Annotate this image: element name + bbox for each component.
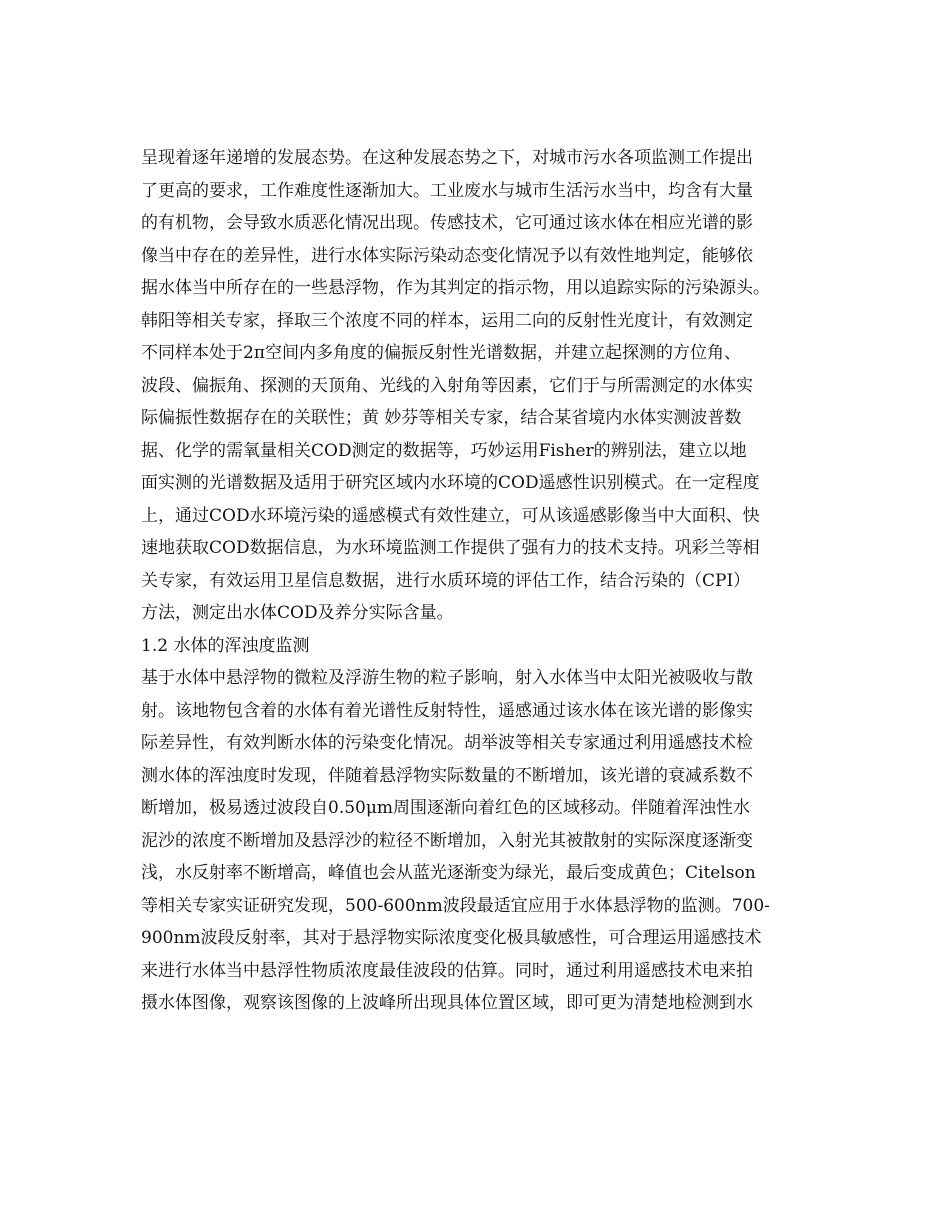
text-line: 据水体当中所存在的一些悬浮物，作为其判定的指示物，用以追踪实际的污染源头。 xyxy=(141,278,770,298)
text-line: 泥沙的浓度不断增加及悬浮沙的粒径不断增加，入射光其被散射的实际深度逐渐变 xyxy=(141,830,753,851)
section-heading: 1.2 水体的浑浊度监测 xyxy=(141,635,310,656)
text-line: 的有机物，会导致水质恶化情况出现。传感技术，它可通过该水体在相应光谱的影 xyxy=(141,213,753,233)
text-line: 速地获取COD数据信息，为水环境监测工作提供了强有力的技术支持。巩彩兰等相 xyxy=(141,538,760,558)
text-line: 了更高的要求，工作难度性逐渐加大。工业废水与城市生活污水当中，均含有大量 xyxy=(141,180,753,201)
text-line: 面实测的光谱数据及适用于研究区域内水环境的COD遥感性识别模式。在一定程度 xyxy=(141,473,760,493)
text-line: 摄水体图像，观察该图像的上波峰所出现具体位置区域，即可更为清楚地检测到水 xyxy=(141,993,753,1013)
text-line: 呈现着逐年递增的发展态势。在这种发展态势之下，对城市污水各项监测工作提出 xyxy=(141,148,753,168)
text-line: 断增加，极易透过波段自0.50μm周围逐渐向着红色的区域移动。伴随着浑浊性水 xyxy=(141,798,751,818)
text-line: 像当中存在的差异性，进行水体实际污染动态变化情况予以有效性地判定，能够依 xyxy=(141,245,753,266)
text-line: 方法，测定出水体COD及养分实际含量。 xyxy=(141,603,454,623)
body-text xyxy=(141,142,821,1020)
text-line: 来进行水体当中悬浮性物质浓度最佳波段的估算。同时，通过利用遥感技术电来拍 xyxy=(141,960,753,981)
text-line: 据、化学的需氧量相关COD测定的数据等，巧妙运用Fisher的辨别法，建立以地 xyxy=(141,440,747,461)
text-line: 际偏振性数据存在的关联性；黄 妙芬等相关专家，结合某省境内水体实测波普数 xyxy=(141,408,742,428)
text-line: 等相关专家实证研究发现，500-600nm波段最适宜应用于水体悬浮物的监测。700- xyxy=(141,895,770,916)
text-line: 上，通过COD水环境污染的遥感模式有效性建立，可从该遥感影像当中大面积、快 xyxy=(141,505,760,526)
text-line: 基于水体中悬浮物的微粒及浮游生物的粒子影响，射入水体当中太阳光被吸收与散 xyxy=(141,668,753,688)
text-line: 射。该地物包含着的水体有着光谱性反射特性，遥感通过该水体在该光谱的影像实 xyxy=(141,700,753,721)
text-line: 韩阳等相关专家，择取三个浓度不同的样本，运用二向的反射性光度计，有效测定 xyxy=(141,310,753,331)
text-line: 关专家，有效运用卫星信息数据，进行水质环境的评估工作，结合污染的（CPI） xyxy=(141,570,751,591)
text-line: 浅，水反射率不断增高，峰值也会从蓝光逐渐变为绿光，最后变成黄色；Citelson xyxy=(141,863,756,883)
text-line: 不同样本处于2π空间内多角度的偏振反射性光谱数据，并建立起探测的方位角、 xyxy=(141,343,741,363)
text-line: 900nm波段反射率，其对于悬浮物实际浓度变化极具敏感性，可合理运用遥感技术 xyxy=(141,928,762,948)
text-line: 际差异性，有效判断水体的污染变化情况。胡举波等相关专家通过利用遥感技术检 xyxy=(141,733,753,753)
text-line: 波段、偏振角、探测的天顶角、光线的入射角等因素，它们于与所需测定的水体实 xyxy=(141,375,753,396)
text-line: 测水体的浑浊度时发现，伴随着悬浮物实际数量的不断增加，该光谱的衰减系数不 xyxy=(141,765,753,786)
